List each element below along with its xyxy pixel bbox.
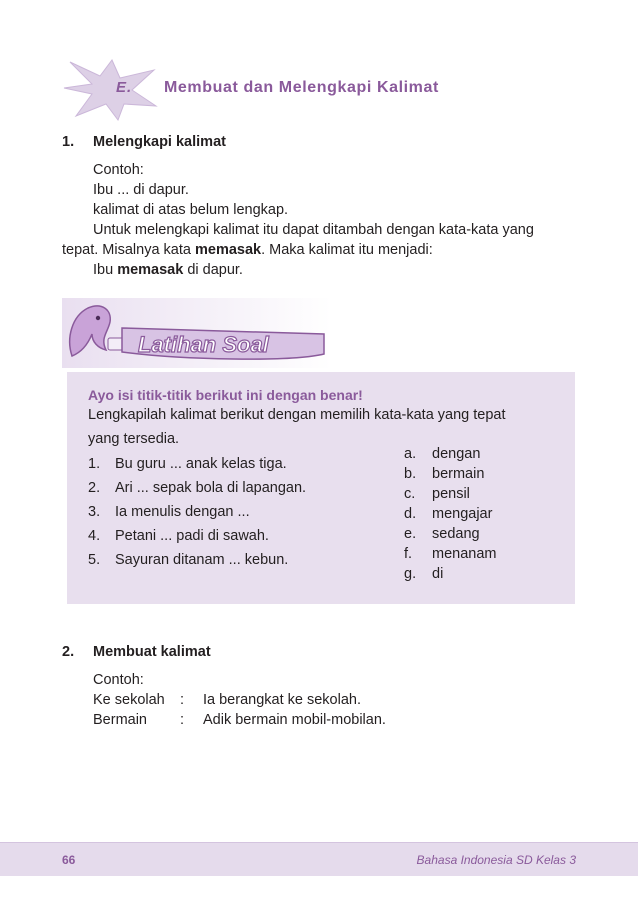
keyword-memasak: memasak (195, 242, 262, 258)
example-separator: : (180, 712, 185, 728)
part1-note: kalimat di atas belum lengkap. (93, 202, 289, 218)
part1-heading: Melengkapi kalimat (93, 134, 226, 150)
choice-word: pensil (432, 486, 470, 502)
example-word: Bermain (93, 712, 147, 728)
example-sentence: Adik bermain mobil-mobilan. (203, 712, 386, 728)
part1-example: Ibu ... di dapur. (93, 182, 189, 198)
part1-explain-a: Untuk melengkapi kalimat itu dapat ditambah dengan kata-kata yang (93, 222, 534, 238)
section-star-badge (62, 58, 158, 122)
question-text: Sayuran ditanam ... kebun. (115, 552, 289, 568)
question-number: 1. (88, 456, 101, 472)
part1-number: 1. (62, 134, 75, 150)
question-number: 3. (88, 504, 101, 520)
latihan-soal-banner (62, 298, 332, 368)
choice-letter: e. (404, 526, 417, 542)
page-number: 66 (62, 853, 76, 867)
choice-letter: a. (404, 446, 417, 462)
choice-letter: d. (404, 506, 417, 522)
choice-letter: c. (404, 486, 416, 502)
example-word: Ke sekolah (93, 692, 165, 708)
exercise-instruction: Ayo isi titik-titik berikut ini dengan benar! (88, 387, 363, 403)
question-text: Ia menulis dengan ... (115, 504, 250, 520)
banner-label: Latihan Soal (138, 332, 269, 357)
part1-result: Ibu memasak di dapur. (93, 262, 243, 278)
choice-word: sedang (432, 526, 480, 542)
book-title: Bahasa Indonesia SD Kelas 3 (416, 853, 576, 867)
part2-number: 2. (62, 644, 75, 660)
choice-word: mengajar (432, 506, 493, 522)
exercise-desc-b: yang tersedia. (88, 431, 180, 447)
question-text: Petani ... padi di sawah. (115, 528, 269, 544)
choice-letter: g. (404, 566, 417, 582)
question-text: Bu guru ... anak kelas tiga. (115, 456, 287, 472)
part2-heading: Membuat kalimat (93, 644, 211, 660)
exercise-desc-a: Lengkapilah kalimat berikut dengan memilih kata-kata yang tepat (88, 407, 506, 423)
choice-word: bermain (432, 466, 485, 482)
choice-letter: f. (404, 546, 413, 562)
question-number: 4. (88, 528, 101, 544)
choice-letter: b. (404, 466, 417, 482)
question-number: 2. (88, 480, 101, 496)
section-letter: E. (116, 79, 133, 96)
part1-contoh: Contoh: (93, 162, 144, 178)
question-text: Ari ... sepak bola di lapangan. (115, 480, 307, 496)
choice-word: menanam (432, 546, 497, 562)
keyword-memasak-result: memasak (117, 262, 184, 278)
example-separator: : (180, 692, 185, 708)
example-sentence: Ia berangkat ke sekolah. (203, 692, 361, 708)
part2-contoh: Contoh: (93, 672, 144, 688)
part1-explain-b: tepat. Misalnya kata memasak. Maka kalimat itu menjadi: (62, 242, 433, 258)
section-title: Membuat dan Melengkapi Kalimat (164, 79, 439, 96)
choice-word: di (432, 566, 444, 582)
choice-word: dengan (432, 446, 481, 462)
question-number: 5. (88, 552, 101, 568)
